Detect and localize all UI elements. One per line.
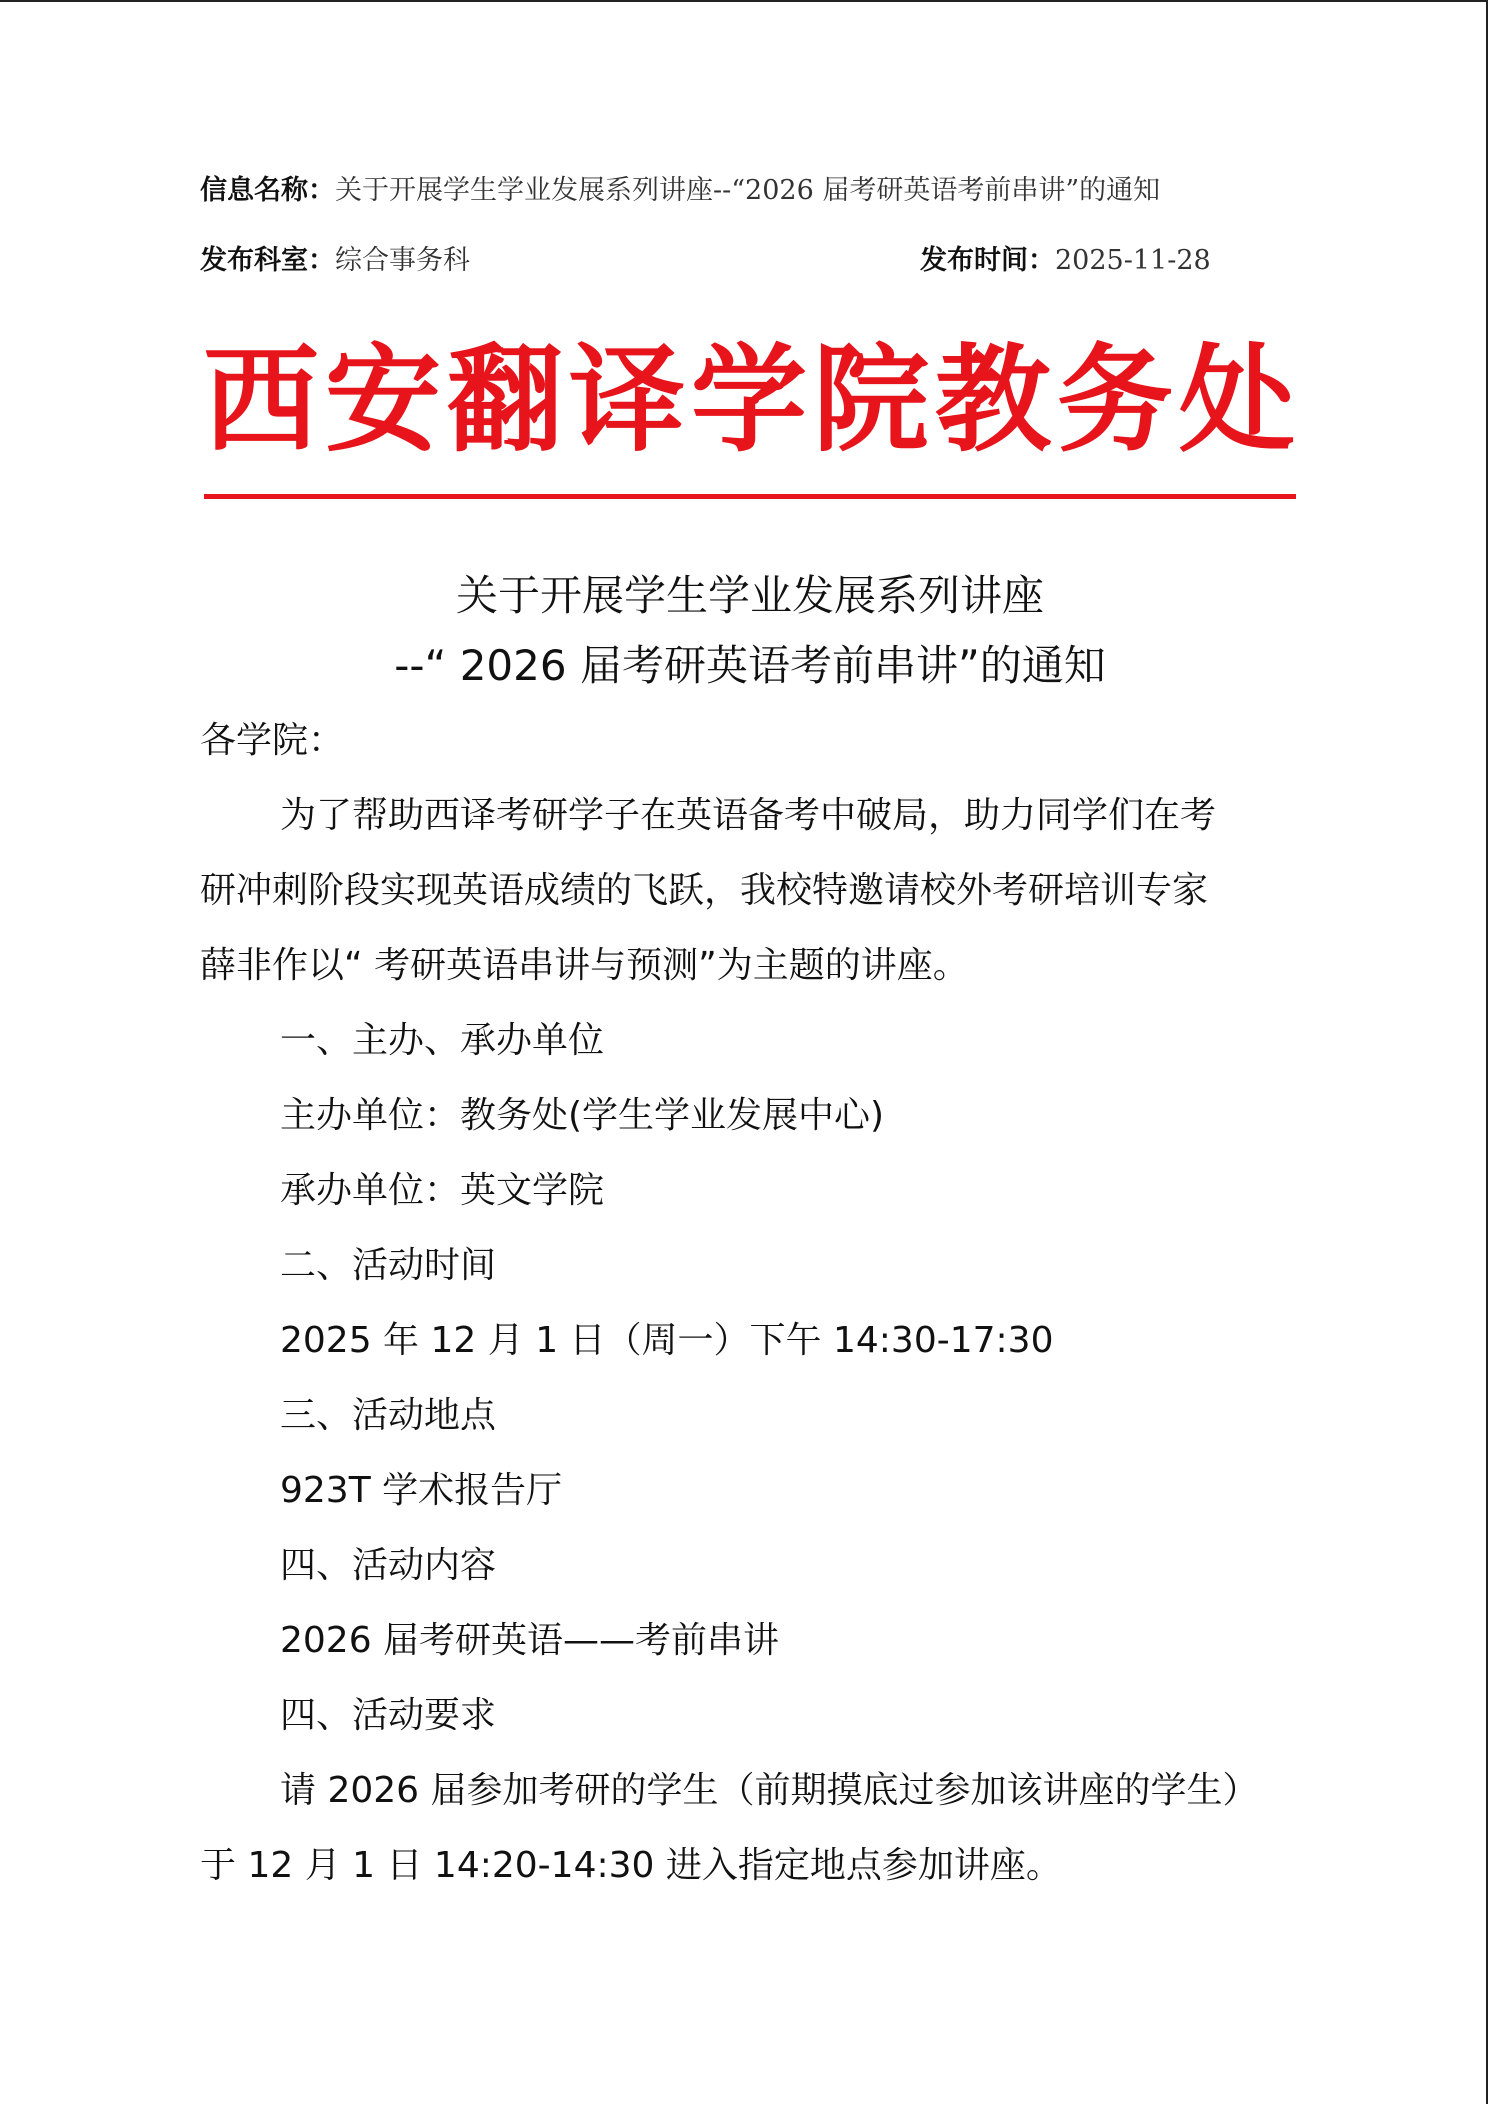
requirements-line2: 于 12 月 1 日 14:20-14:30 进入指定地点参加讲座。 <box>200 1845 1062 1886</box>
section-heading-content: 四、活动内容 <box>280 1545 497 1586</box>
section-heading-organizers: 一、主办、承办单位 <box>280 1020 605 1061</box>
intro-paragraph-line1: 为了帮助西译考研学子在英语备考中破局，助力同学们在考 <box>280 795 1217 836</box>
info-name-row <box>200 168 1160 207</box>
host-unit: 主办单位：教务处(学生学业发展中心) <box>280 1095 885 1136</box>
organizer-unit: 承办单位：英文学院 <box>280 1170 605 1211</box>
salutation: 各学院： <box>200 720 345 761</box>
section-heading-location: 三、活动地点 <box>280 1395 497 1436</box>
notice-title-line2: --“ 2026 届考研英语考前串讲”的通知 <box>394 641 1106 690</box>
intro-paragraph-line2: 研冲刺阶段实现英语成绩的飞跃，我校特邀请校外考研培训专家 <box>200 870 1209 911</box>
notice-title-line1: 关于开展学生学业发展系列讲座 <box>455 571 1044 620</box>
publishing-dept-row <box>200 238 470 277</box>
intro-paragraph-line3: 薛非作以“ 考研英语串讲与预测”为主题的讲座。 <box>200 945 969 986</box>
publish-time-row <box>920 238 1211 277</box>
publish-time-label: 发布时间： <box>920 245 1055 276</box>
info-name-label: 信息名称： <box>200 175 335 206</box>
event-content: 2026 届考研英语——考前串讲 <box>280 1620 780 1661</box>
info-name-value: 关于开展学生学业发展系列讲座--“2026 届考研英语考前串讲”的通知 <box>335 175 1161 206</box>
publishing-dept-label: 发布科室： <box>200 245 335 276</box>
requirements-line1: 请 2026 届参加考研的学生（前期摸底过参加该讲座的学生） <box>280 1770 1259 1811</box>
event-time: 2025 年 12 月 1 日（周一）下午 14:30-17:30 <box>280 1320 1054 1361</box>
section-heading-requirements: 四、活动要求 <box>280 1695 497 1736</box>
publishing-dept-value: 综合事务科 <box>335 245 470 276</box>
event-location: 923T 学术报告厅 <box>280 1470 563 1511</box>
publish-time-value: 2025-11-28 <box>1055 245 1211 276</box>
section-heading-time: 二、活动时间 <box>280 1245 497 1286</box>
masthead-red-rule <box>204 494 1296 499</box>
masthead-title: 西安翻译学院教务处 <box>203 332 1301 468</box>
